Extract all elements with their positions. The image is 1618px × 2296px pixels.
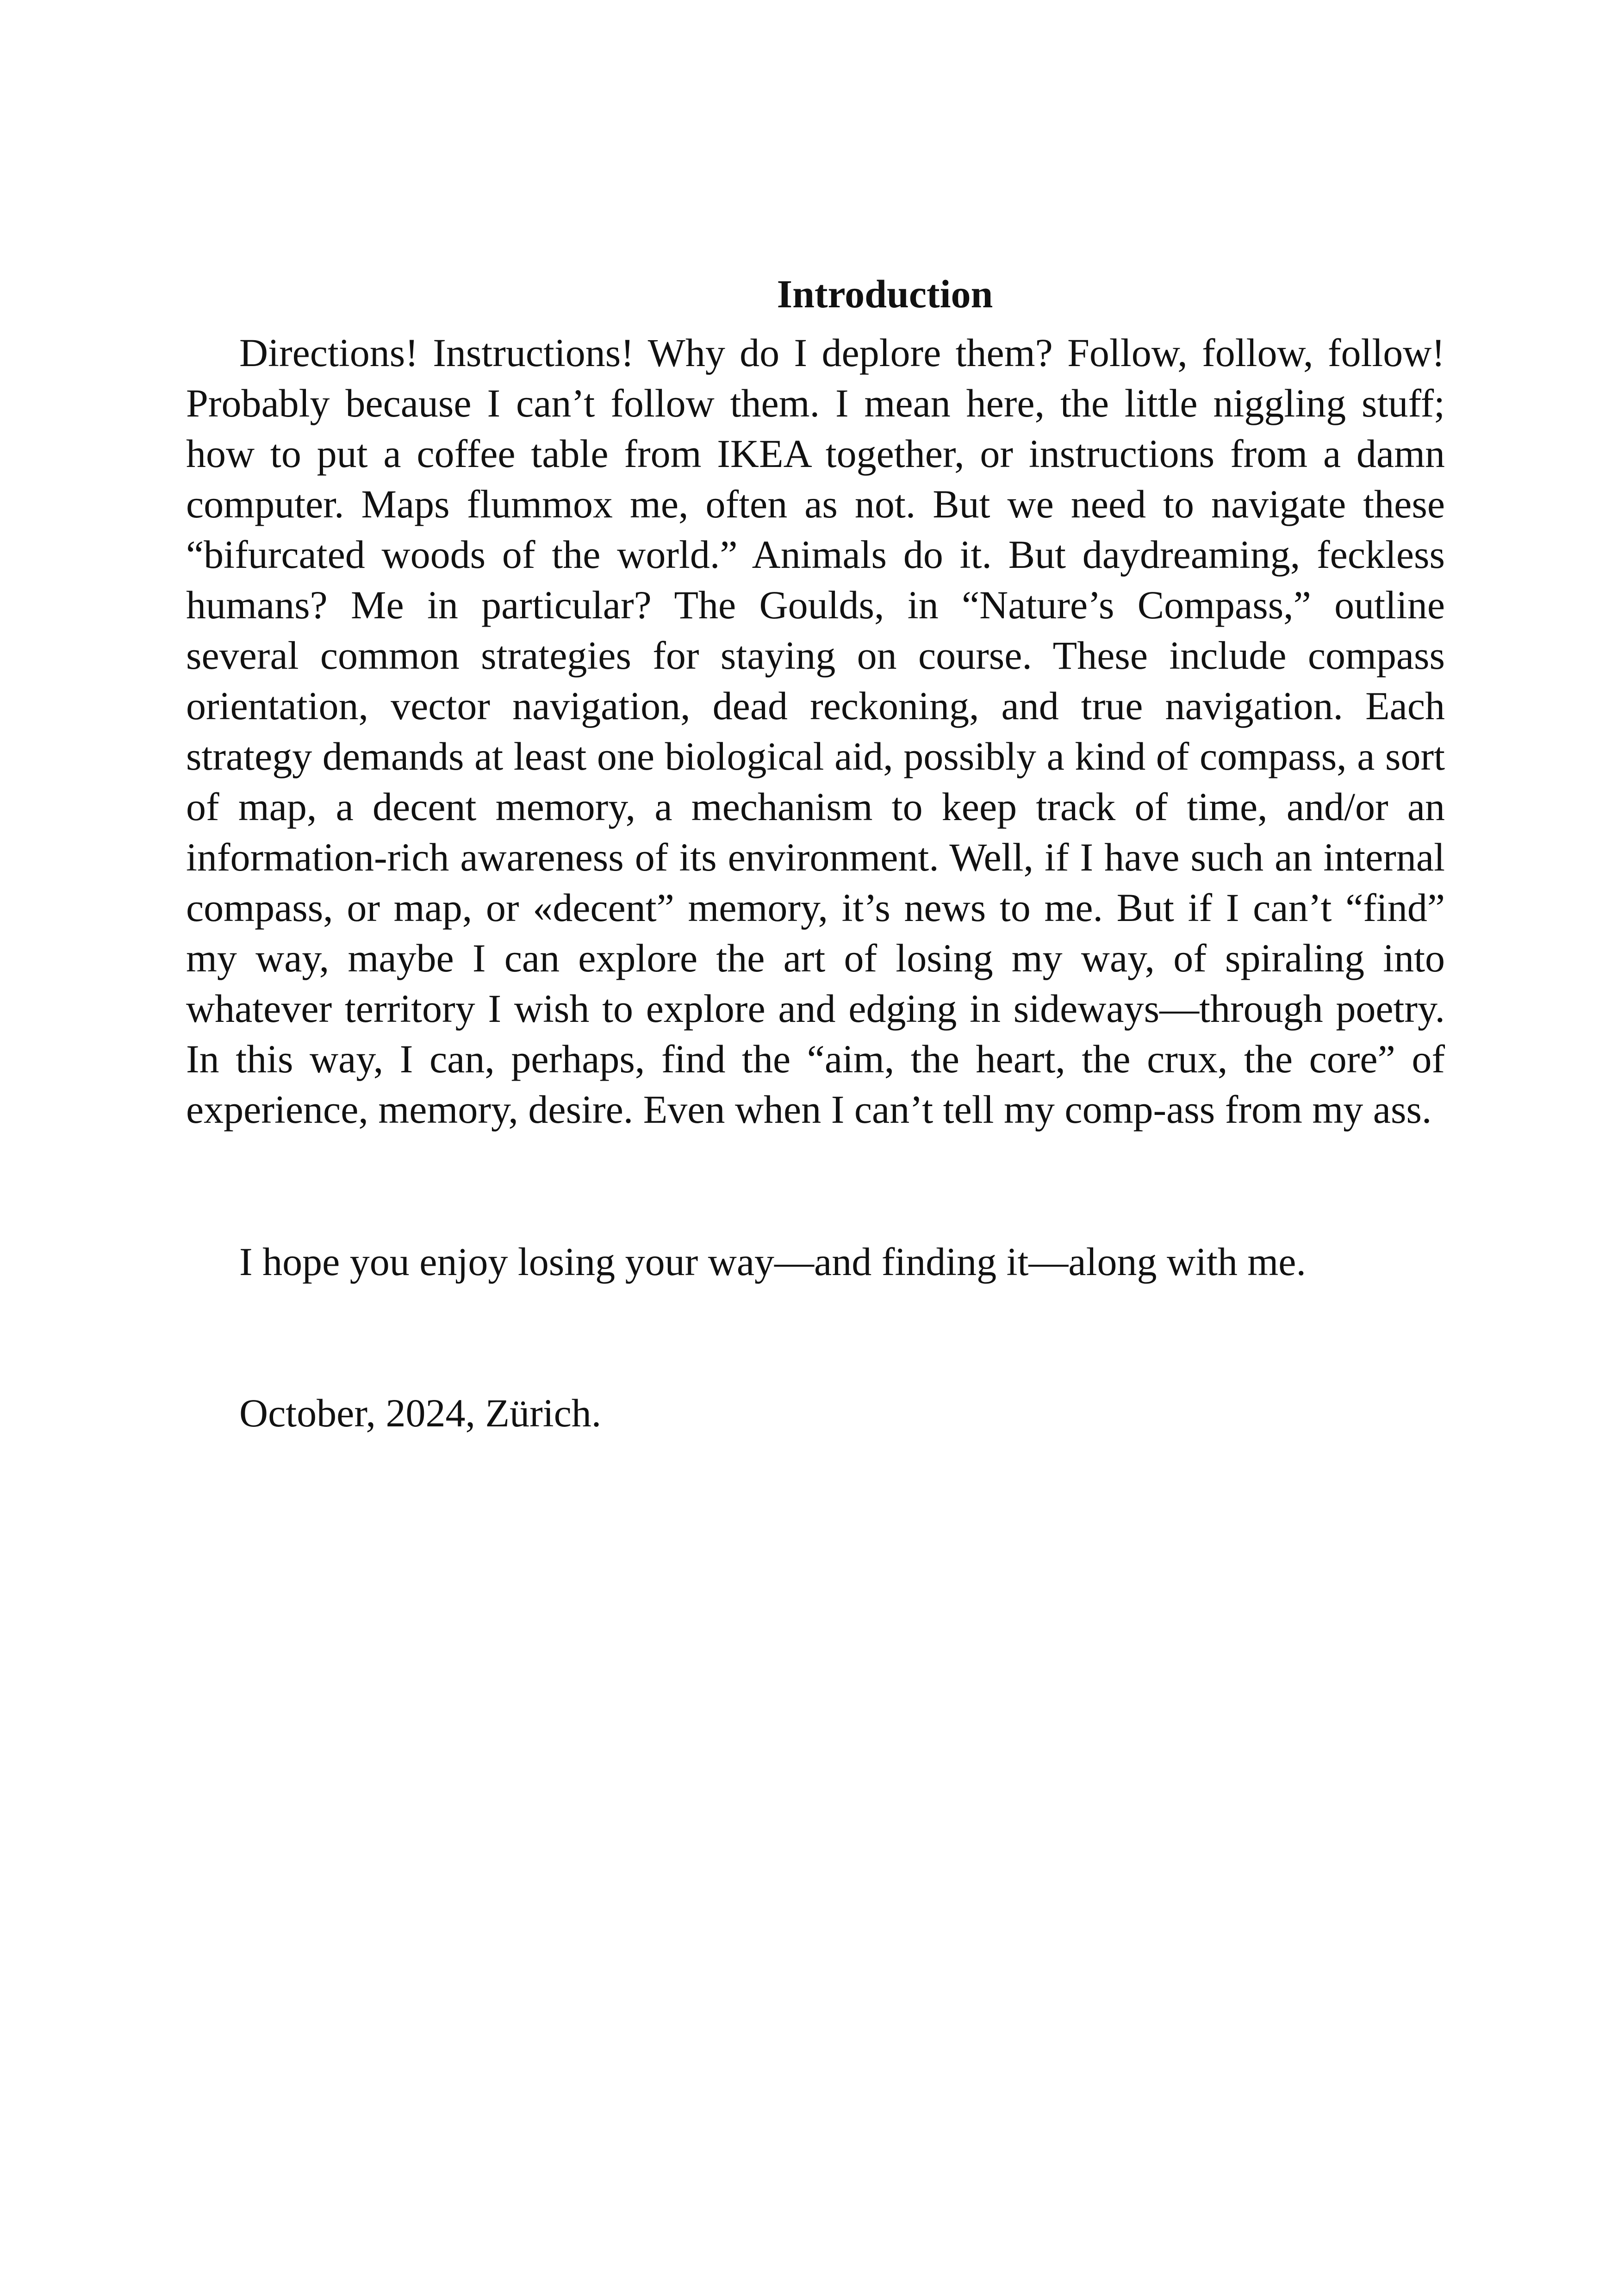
body-paragraph: Directions! Instructions! Why do I deplore them? Follow, follow, follow! Probably because I can’t follow them. I mean here, the little niggling stuff; how to put a coffee table from IKEA together, or instructions from a damn computer. Maps flummox me, often as not. But we need to navigate these “bifurcated woods of the world.” Animals do it. But daydreaming, feckless humans? Me in particular? The Goulds, in “Nature’s Compass,” outline several common strategies for staying on course. These include compass orientation, vector navigation, dead reckoning, and true navigation. Each strategy demands at least one biological aid, possibly a kind of compass, a sort of map, a decent memory, a mechanism to keep track of time, and/or an information-rich awareness of its environment. Well, if I have such an internal compass, or map, or «decent” memory, it’s news to me. But if I can’t “find” my way, maybe I can explore the art of losing my way, of spiraling into whatever territory I wish to explore and edging in sideways—through poetry. In this way, I can, perhaps, find the “aim, the heart, the crux, the core” of experience, memory, desire. Even when I can’t tell my comp-ass from my ass.: [186, 330, 1445, 1132]
paragraph-spacer: [186, 1287, 1445, 1388]
page-title: Introduction: [777, 272, 993, 316]
closing-paragraph: I hope you enjoy losing your way—and finding it—along with me.: [239, 1239, 1306, 1284]
paragraph-spacer: [186, 1135, 1445, 1237]
text-block: [186, 268, 1445, 1438]
date-line: October, 2024, Zürich.: [239, 1391, 602, 1435]
